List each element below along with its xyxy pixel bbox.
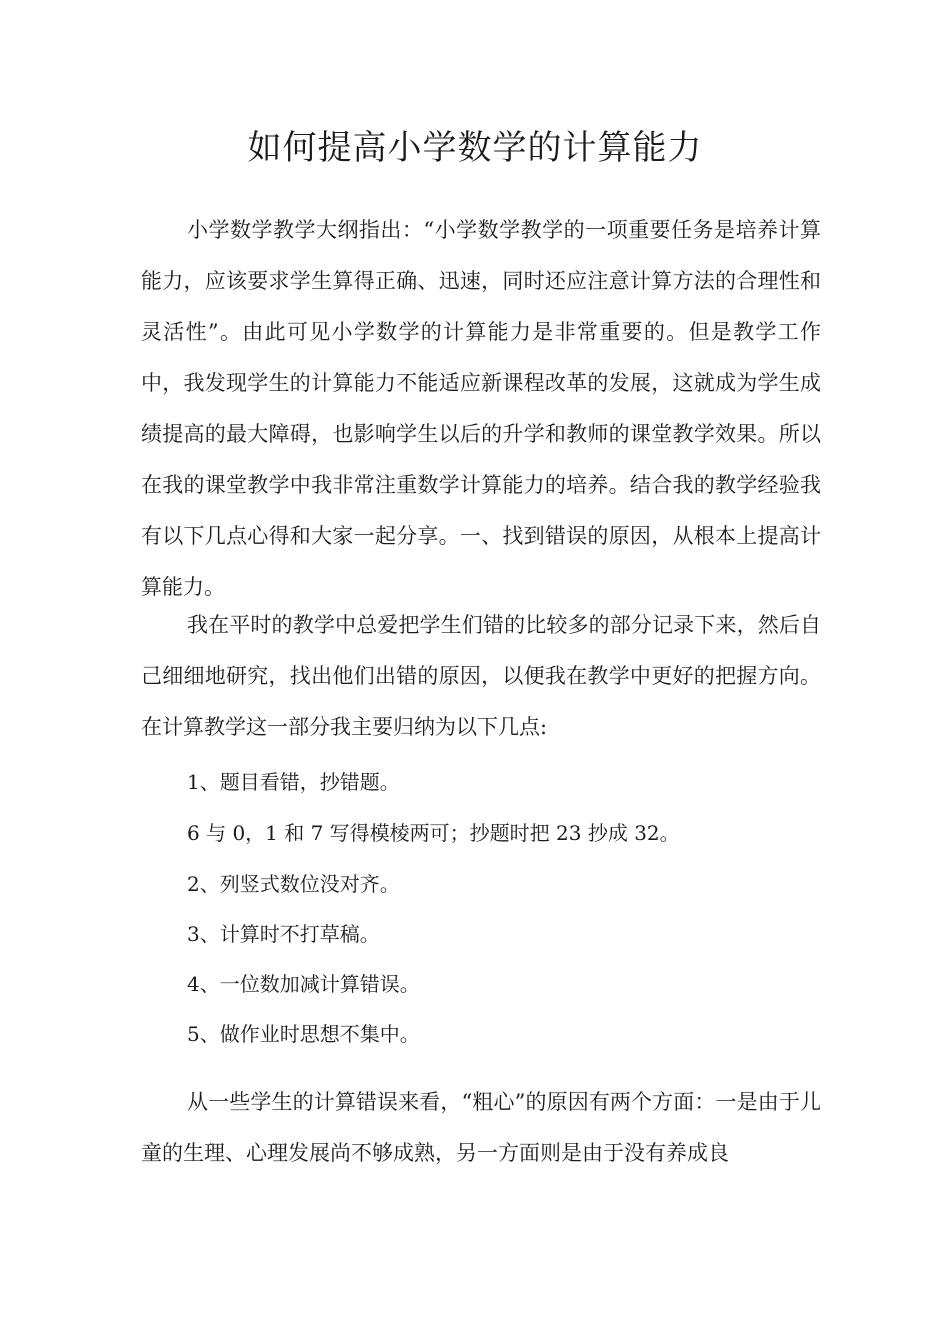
list-item: 6 与 0，1 和 7 写得模棱两可；抄题时把 23 抄成 32。 — [187, 821, 680, 845]
paragraph-observation: 我在平时的教学中总爱把学生们错的比较多的部分记录下来，然后自己细细地研究，找出他们出错的原因，以便我在教学中更好的把握方向。在计算教学这一部分我主要归纳为以下几点: — [141, 613, 821, 739]
list-item: 1、题目看错，抄错题。 — [187, 770, 400, 794]
document-title: 如何提高小学数学的计算能力 — [247, 127, 703, 168]
list-item: 4、一位数加减计算错误。 — [187, 972, 420, 996]
list-item: 2、列竖式数位没对齐。 — [187, 872, 400, 896]
list-item: 3、计算时不打草稿。 — [187, 922, 380, 946]
paragraph-analysis: 从一些学生的计算错误来看，“粗心”的原因有两个方面：一是由于儿童的生理、心理发展尚不够成熟，另一方面则是由于没有养成良 — [141, 1090, 821, 1165]
list-item: 5、做作业时思想不集中。 — [187, 1022, 420, 1046]
paragraph-intro: 小学数学教学大纲指出：“小学数学教学的一项重要任务是培养计算能力，应该要求学生算得正确、迅速，同时还应注意计算方法的合理性和灵活性”。由此可见小学数学的计算能力是非常重要的。但是教学工作中，我发现学生的计算能力不能适应新课程改革的发展，这就成为学生成绩提高的最大障碍，也影响学生以后的升学和教师的课堂教学效果。所以在我的课堂教学中我非常注重数学计算能力的培养。结合我的教学经验我有以下几点心得和大家一起分享。一、找到错误的原因，从根本上提高计算能力。 — [141, 218, 821, 599]
